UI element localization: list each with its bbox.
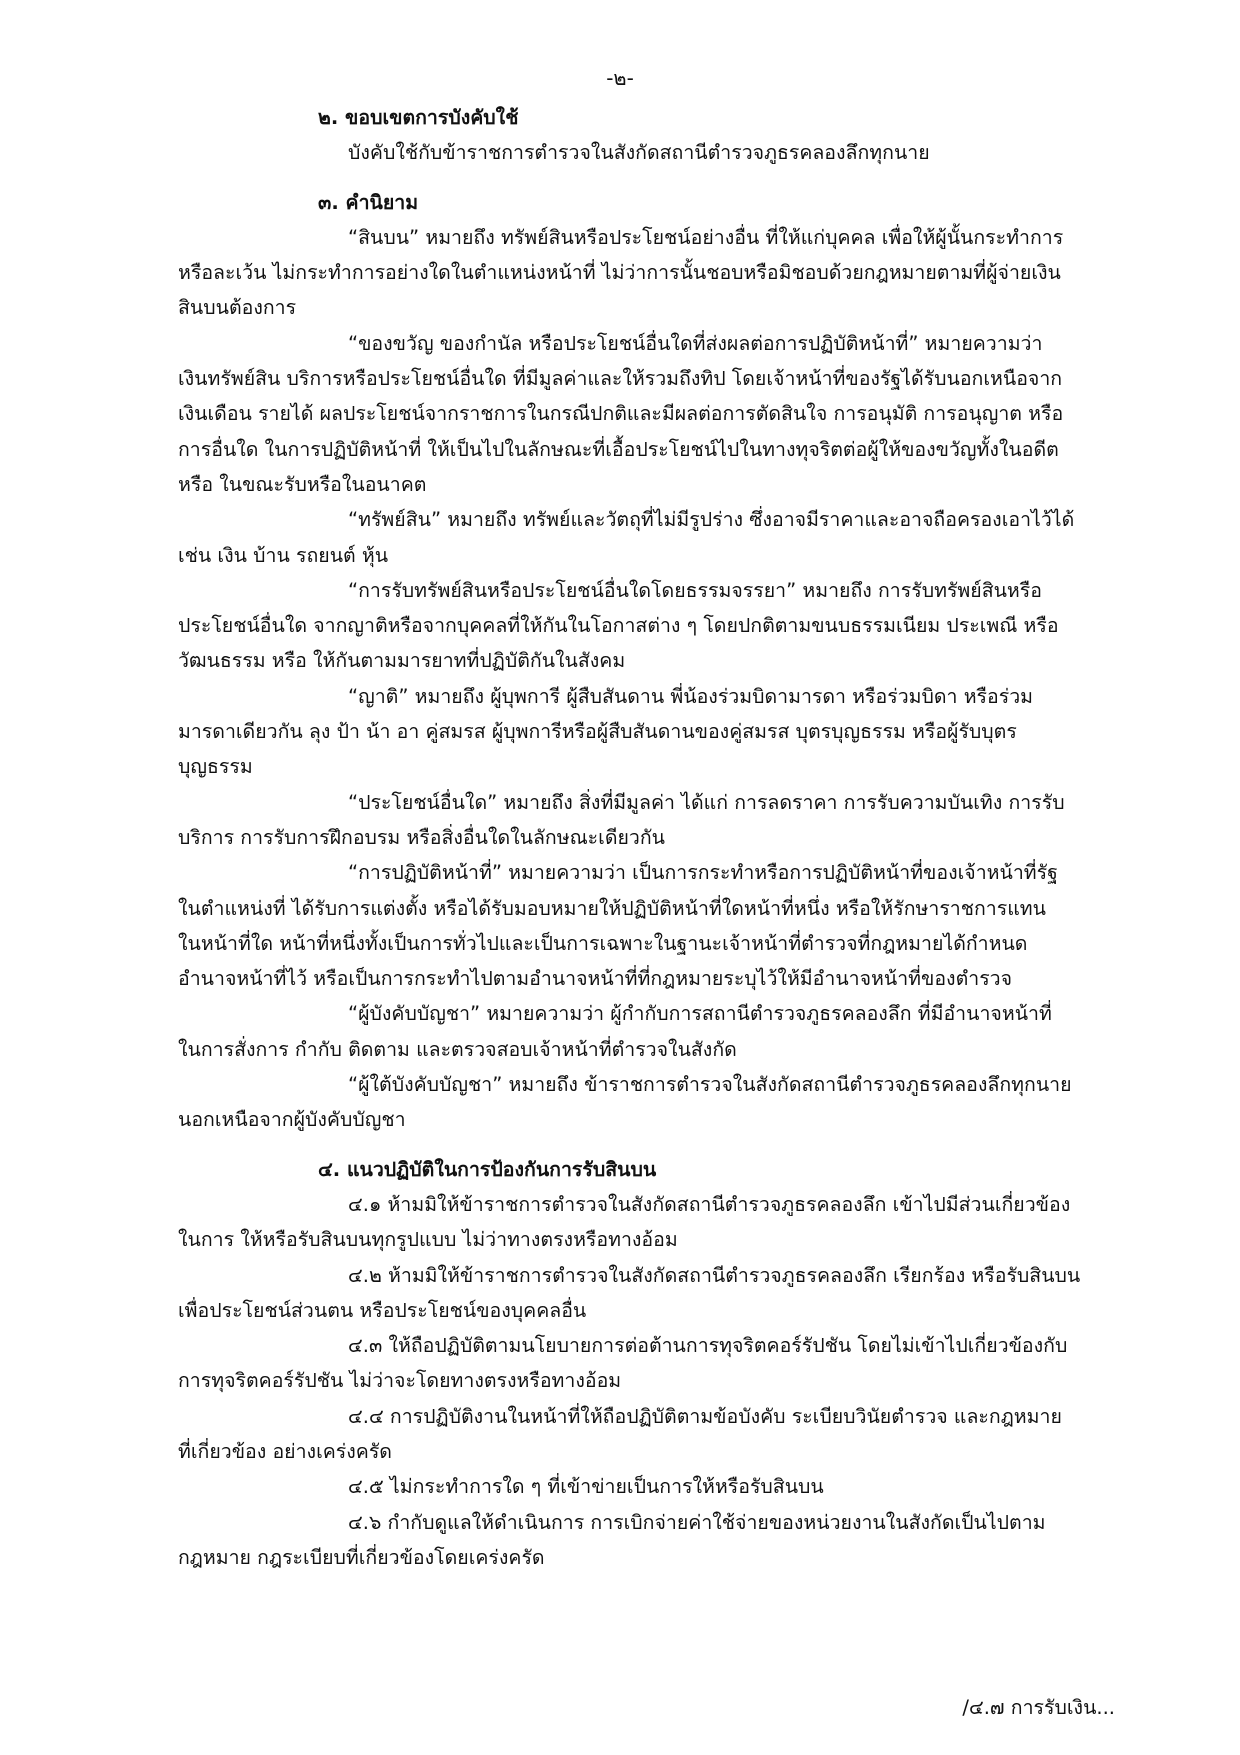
page-number: -๒- (606, 66, 634, 90)
guideline-4-1: ๔.๑ ห้ามมิให้ข้าราชการตำรวจในสังกัดสถานีตำรวจภูธรคลองลึก เข้าไปมีส่วนเกี่ยวข้อง ในการ ให้หรือรับสินบนทุกรูปแบบ ไม่ว่าทางตรงหรือทางอ้อม (178, 1192, 1071, 1252)
document-body (178, 100, 1118, 1575)
definition-commander: “ผู้บังคับบัญชา” หมายความว่า ผู้กำกับการสถานีตำรวจภูธรคลองลึก ที่มีอำนาจหน้าที่ ในการสั่งการ กำกับ ติดตาม และตรวจสอบเจ้าหน้าที่ตำรวจในสังกัด (178, 1002, 1052, 1061)
guideline-4-4: ๔.๔ การปฏิบัติงานในหน้าที่ให้ถือปฏิบัติตามข้อบังคับ ระเบียบวินัยตำรวจ และกฎหมาย ที่เกี่ยวข้อง อย่างเคร่งครัด (178, 1404, 1062, 1463)
section-2-text: บังคับใช้กับข้าราชการตำรวจในสังกัดสถานีตำรวจภูธรคลองลึกทุกนาย (348, 141, 930, 165)
guideline-4-5: ๔.๕ ไม่กระทำการใด ๆ ที่เข้าข่ายเป็นการให้หรือรับสินบน (348, 1475, 824, 1499)
definition-property: “ทรัพย์สิน” หมายถึง ทรัพย์และวัตถุที่ไม่มีรูปร่าง ซึ่งอาจมีราคาและอาจถือครองเอาไว้ได้ เช่น เงิน บ้าน รถยนต์ หุ้น (178, 508, 1075, 567)
guideline-4-2: ๔.๒ ห้ามมิให้ข้าราชการตำรวจในสังกัดสถานีตำรวจภูธรคลองลึก เรียกร้อง หรือรับสินบน เพื่อประโยชน์ส่วนตน หรือประโยชน์ของบุคคลอื่น (178, 1263, 1081, 1322)
definition-bribe: “สินบน” หมายถึง ทรัพย์สินหรือประโยชน์อย่างอื่น ที่ให้แก่บุคคล เพื่อให้ผู้นั้นกระทำการ หรือละเว้น ไม่กระทำการอย่างใดในตำแหน่งหน้าที่ ไม่ว่าการนั้นชอบหรือมิชอบด้วยกฎหมายตามที่ผู้จ่ายเงิน สินบนต้องการ (178, 225, 1064, 320)
definition-duty-performance: “การปฏิบัติหน้าที่” หมายความว่า เป็นการกระทำหรือการปฏิบัติหน้าที่ของเจ้าหน้าที่รัฐ ในตำแหน่งที่ ได้รับการแต่งตั้ง หรือได้รับมอบหมายให้ปฏิบัติหน้าที่ใดหน้าที่หนึ่ง หรือให้รักษาราชการแทน ในหน้าที่ใด หน้าที่หนึ่งทั้งเป็นการทั่วไปและเป็นการเฉพาะในฐานะเจ้าหน้าที่ตำรวจที่กฎหมายได้กำหนด อำนาจหน้าที่ไว้ หรือเป็นการกระทำไปตามอำนาจหน้าที่ที่กฎหมายระบุไว้ให้มีอำนาจหน้าที่ของตำรวจ (178, 861, 1058, 991)
definition-ethical-acceptance: “การรับทรัพย์สินหรือประโยชน์อื่นใดโดยธรรมจรรยา” หมายถึง การรับทรัพย์สินหรือ ประโยชน์อื่นใด จากญาติหรือจากบุคคลที่ให้กันในโอกาสต่าง ๆ โดยปกติตามขนบธรรมเนียม ประเพณี หรือ วัฒนธรรม หรือ ให้กันตามมารยาทที่ปฏิบัติกันในสังคม (178, 578, 1059, 673)
section-2-heading: ๒. ขอบเขตการบังคับใช้ (318, 106, 519, 129)
continuation-reference: /๔.๗ การรับเงิน... (962, 1696, 1115, 1719)
definition-relatives: “ญาติ” หมายถึง ผู้บุพการี ผู้สืบสันดาน พี่น้องร่วมบิดามารดา หรือร่วมบิดา หรือร่วม มารดาเดียวกัน ลุง ป้า น้า อา คู่สมรส ผู้บุพการีหรือผู้สืบสันดานของคู่สมรส บุตรบุญธรรม หรือผู้รับบุตร บุญธรรม (178, 684, 1034, 779)
section-4-heading: ๔. แนวปฏิบัติในการป้องกันการรับสินบน (318, 1157, 657, 1181)
definition-gift: “ของขวัญ ของกำนัล หรือประโยชน์อื่นใดที่ส่งผลต่อการปฏิบัติหน้าที่” หมายความว่า เงินทรัพย์สิน บริการหรือประโยชน์อื่นใด ที่มีมูลค่าและให้รวมถึงทิป โดยเจ้าหน้าที่ของรัฐได้รับนอกเหนือจาก เงินเดือน รายได้ ผลประโยชน์จากราชการในกรณีปกติและมีผลต่อการตัดสินใจ การอนุมัติ การอนุญาต หรือ การอื่นใด ในการปฏิบัติหน้าที่ ให้เป็นไปในลักษณะที่เอื้อประโยชน์ไปในทางทุจริตต่อผู้ให้ของขวัญทั้งในอดีต หรือ ในขณะรับหรือในอนาคต (178, 331, 1064, 496)
definition-subordinate: “ผู้ใต้บังคับบัญชา” หมายถึง ข้าราชการตำรวจในสังกัดสถานีตำรวจภูธรคลองลึกทุกนาย นอกเหนือจากผู้บังคับบัญชา (178, 1073, 1072, 1132)
guideline-4-3: ๔.๓ ให้ถือปฏิบัติตามนโยบายการต่อต้านการทุจริตคอร์รัปชัน โดยไม่เข้าไปเกี่ยวข้องกับ การทุจริตคอร์รัปชัน ไม่ว่าจะโดยทางตรงหรือทางอ้อม (178, 1334, 1068, 1393)
guideline-4-6: ๔.๖ กำกับดูแลให้ดำเนินการ การเบิกจ่ายค่าใช้จ่ายของหน่วยงานในสังกัดเป็นไปตาม กฎหมาย กฎระเบียบที่เกี่ยวข้องโดยเคร่งครัด (178, 1510, 1046, 1569)
definition-other-benefits: “ประโยชน์อื่นใด” หมายถึง สิ่งที่มีมูลค่า ได้แก่ การลดราคา การรับความบันเทิง การรับ บริการ การรับการฝึกอบรม หรือสิ่งอื่นใดในลักษณะเดียวกัน (178, 790, 1065, 849)
section-3-heading: ๓. คำนิยาม (318, 190, 419, 214)
